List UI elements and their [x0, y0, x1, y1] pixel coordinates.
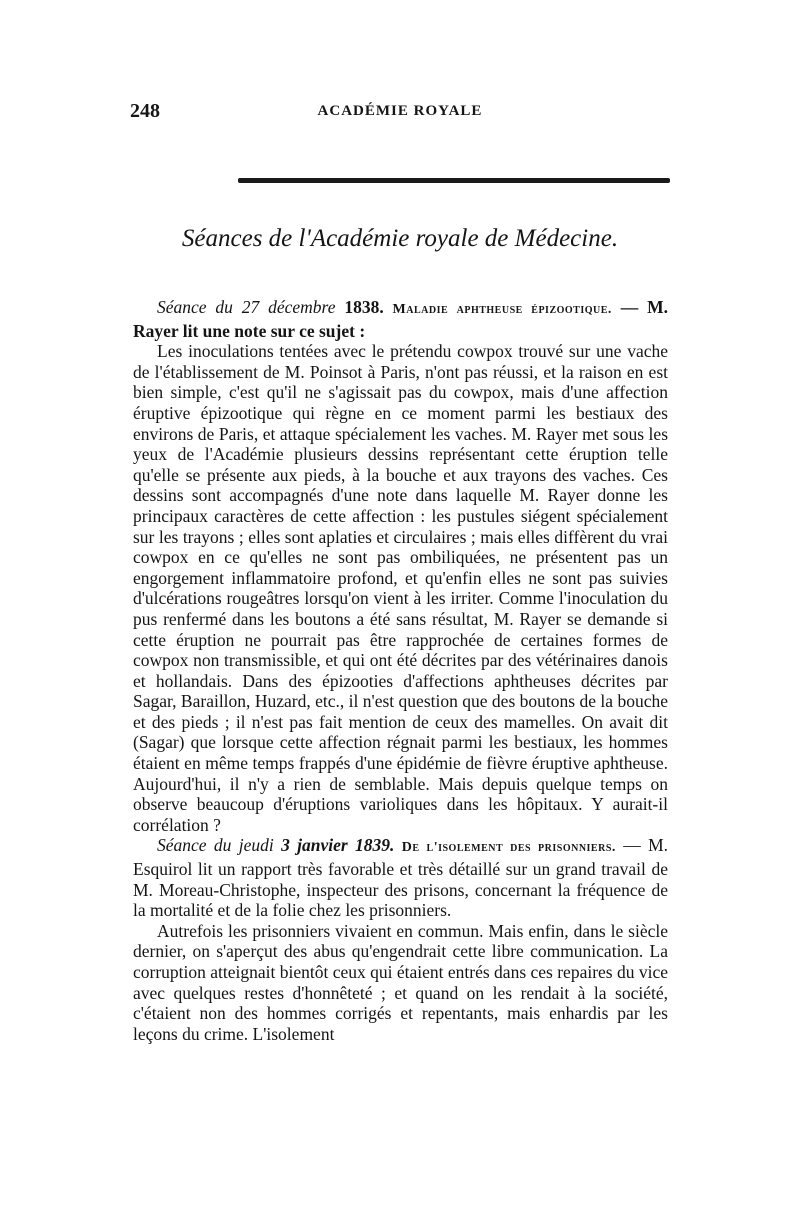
- seance-1-paragraph: Les inoculations tentées avec le prétendu cowpox trouvé sur une vache de l'établissement de M. Poinsot à Paris, n'ont pas réussi, et la raison en est bien simple, c'est qu'il ne s'agissait pas du cowpox, mais d'une affection éruptive épizootique qui règne en ce moment parmi les bestiaux des environs de Paris, et attaque spécialement les vaches. M. Rayer met sous les yeux de l'Académie plusieurs dessins représentant cette éruption telle qu'elle se présente aux pieds, à la bouche et aux trayons des vaches. Ces dessins sont accompagnés d'une note dans laquelle M. Rayer donne les principaux caractères de cette affection : les pustules siégent spécialement sur les trayons ; elles sont aplaties et circulaires ; mais elles diffèrent du vrai cowpox en ce qu'elles ne sont pas ombiliquées, ne présentent pas un engorgement inflammatoire profond, et qu'enfin elles ne sont pas suivies d'ulcérations rougeâtres lorsqu'on vient à les irriter. Comme l'inoculation du pus renfermé dans les boutons a été sans résultat, M. Rayer se demande si cette éruption ne pourrait pas être rapprochée de certaines formes de cowpox non transmissible, et qui ont été décrites par des vétérinaires danois et hollandais. Dans des épizooties d'affections aphtheuses décrites par Sagar, Baraillon, Huzard, etc., il n'est question que des boutons de la bouche et des pieds ; il n'est pas fait mention de ceux des mamelles. On avait dit (Sagar) que lorsque cette affection régnait parmi les bestiaux, les hommes étaient en même temps frappés d'une épidémie de fièvre éruptive aphtheuse. Aujourd'hui, il n'y a rien de semblable. Mais depuis quelque temps on observe beaucoup d'éruptions varioliques dans les hôpitaux. Y aurait-il corrélation ?: [133, 341, 668, 835]
- body-text: [133, 297, 668, 1044]
- section-title: Séances de l'Académie royale de Médecine.: [181, 225, 619, 252]
- seance-2-paragraph-2: Autrefois les prisonniers vivaient en commun. Mais enfin, dans le siècle dernier, on s'aperçut des abus qu'engendrait cette libre communication. La corruption atteignait bientôt ceux qui étaient entrés dans ces repaires du vice avec quelques restes d'honnêteté ; et quand on les rendait à la société, c'étaient non des hommes corrigés et repentants, mais enhardis par les leçons du crime. L'isolement: [133, 920, 669, 1044]
- seance-2-heading: [133, 835, 668, 920]
- seance-1-year: 1838.: [335, 297, 393, 317]
- seance-1-label: Séance du 27 décembre: [157, 297, 336, 317]
- running-head: ACADÉMIE ROYALE: [317, 103, 483, 119]
- seance-2-date: 3 janvier 1839.: [273, 835, 402, 856]
- seance-2-topic: De l'isolement des prisonniers.: [401, 840, 616, 856]
- seance-2-label: Séance du jeudi: [157, 835, 274, 856]
- seance-1-heading: [133, 297, 668, 341]
- page-number: 248: [130, 100, 160, 122]
- seance-1-topic: Maladie aphtheuse épizootique.: [392, 302, 612, 317]
- seance-1-lead: — M. Rayer lit une note sur ce sujet :: [133, 297, 669, 341]
- seance-2-paragraph-1: — M. Esquirol lit un rapport très favorable et très détaillé sur un grand travail de M. Moreau-Christophe, inspecteur des prisons, concernant la fréquence de la mortalité et de la folie chez les prisonniers.: [133, 835, 669, 921]
- ornamental-rule: [238, 178, 670, 183]
- page-header: [130, 100, 670, 128]
